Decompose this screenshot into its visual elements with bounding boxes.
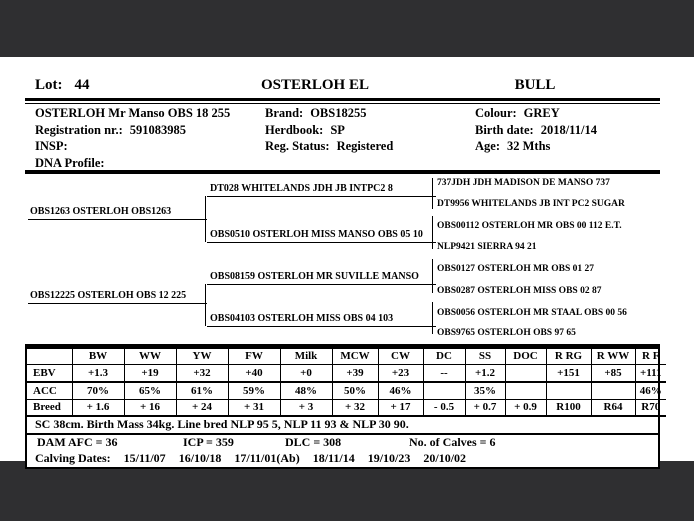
- age-field: [475, 138, 670, 155]
- calving-date: 17/11/01(Ab): [234, 450, 300, 465]
- ebv-table: [27, 349, 666, 417]
- viewer-bottom-band: [0, 461, 694, 521]
- header-divider: [25, 98, 660, 104]
- age-value: 32 Mths: [507, 139, 551, 153]
- pedigree-connector-dam-sire: [432, 259, 433, 293]
- insp-field: [35, 138, 265, 155]
- dam-stat: DLC = 308: [285, 434, 342, 449]
- ebv-value-cell: + 0.9: [505, 399, 546, 416]
- ebv-column-header: DOC: [505, 349, 546, 364]
- reg-status-value: Registered: [336, 139, 394, 153]
- ebv-value-cell: + 31: [228, 399, 280, 416]
- ebv-value-cell: R70: [635, 399, 666, 416]
- ebv-value-cell: + 24: [176, 399, 228, 416]
- dna-field: [35, 155, 265, 172]
- ebv-value-cell: +32: [176, 364, 228, 382]
- calving-dates-label: Calving Dates:: [35, 450, 111, 465]
- pedigree-dam: OBS12225 OSTERLOH OBS 12 225: [28, 290, 207, 304]
- brand-field: [265, 105, 475, 122]
- info-divider: [25, 170, 660, 174]
- animal-full-name: OSTERLOH Mr Manso OBS 18 255: [35, 106, 231, 120]
- ebv-value-cell: +1.2: [465, 364, 505, 382]
- ebv-value-cell: [505, 364, 546, 382]
- pedigree-connector-dam: [205, 284, 206, 326]
- ebv-column-header: SS: [465, 349, 505, 364]
- calving-date: 15/11/07: [123, 450, 166, 465]
- insp-label: INSP:: [35, 139, 68, 153]
- ebv-value-cell: +85: [591, 364, 635, 382]
- ebv-value-cell: +23: [378, 364, 423, 382]
- ebv-value-cell: 46%: [378, 382, 423, 400]
- ebv-value-cell: + 32: [332, 399, 378, 416]
- herdbook-value: SP: [330, 122, 345, 137]
- age-label: Age:: [475, 139, 500, 153]
- ebv-value-cell: +1.3: [72, 364, 124, 382]
- dam-stat: DAM AFC = 36: [37, 434, 118, 449]
- ebv-column-header: Milk: [280, 349, 332, 364]
- ebv-value-cell: + 0.7: [465, 399, 505, 416]
- ebv-column-header: MCW: [332, 349, 378, 364]
- pedigree-sire-dam: OBS0510 OSTERLOH MISS MANSO OBS 05 10: [207, 229, 436, 243]
- colour-field: [475, 105, 670, 122]
- pedigree-dam-sire: OBS08159 OSTERLOH MR SUVILLE MANSO: [207, 271, 436, 285]
- ebv-value-cell: + 3: [280, 399, 332, 416]
- pedigree-dam-dam-sire: OBS0056 OSTERLOH MR STAAL OBS 00 56: [437, 308, 627, 318]
- pedigree-dam-sire-sire: OBS0127 OSTERLOH MR OBS 01 27: [437, 264, 595, 274]
- ebv-value-cell: +19: [124, 364, 176, 382]
- ebv-column-header: DC: [423, 349, 465, 364]
- registration-field: [35, 122, 265, 139]
- ebv-column-header: BW: [72, 349, 124, 364]
- pedigree-sire-sire-dam: DT9956 WHITELANDS JB INT PC2 SUGAR: [437, 199, 625, 209]
- ebv-value-cell: R100: [546, 399, 591, 416]
- ebv-value-cell: 61%: [176, 382, 228, 400]
- ebv-value-cell: R64: [591, 399, 635, 416]
- pedigree-sire-sire-sire: 737JDH JDH MADISON DE MANSO 737: [437, 178, 610, 188]
- herdbook-field: [265, 122, 475, 139]
- ebv-column-header: R F: [635, 349, 666, 364]
- ebv-value-cell: +39: [332, 364, 378, 382]
- calving-date: 19/10/23: [367, 450, 411, 465]
- animal-info-grid: [35, 105, 675, 171]
- catalog-page: [0, 57, 694, 465]
- lot-heading: [35, 77, 90, 95]
- ebv-value-cell: + 1.6: [72, 399, 124, 416]
- registration-label: Registration nr.:: [35, 122, 123, 137]
- pedigree-sire: OBS1263 OSTERLOH OBS1263: [28, 206, 207, 220]
- viewer-top-band: [0, 0, 694, 57]
- animal-category: BULL: [514, 77, 556, 93]
- birthdate-field: [475, 122, 670, 139]
- calving-dates-list: [111, 451, 466, 465]
- ebv-value-cell: 46%: [635, 382, 666, 400]
- ebv-value-cell: 35%: [465, 382, 505, 400]
- reg-status-field: [265, 138, 475, 155]
- reg-status-label: Reg. Status:: [265, 139, 330, 153]
- ebv-column-header: FW: [228, 349, 280, 364]
- colour-label: Colour:: [475, 106, 517, 120]
- colour-value: GREY: [523, 106, 560, 120]
- pedigree-dam-dam: OBS04103 OSTERLOH MISS OBS 04 103: [207, 313, 436, 327]
- ebv-corner-cell: [27, 349, 72, 364]
- calving-dates-row: [27, 450, 658, 467]
- ebv-value-cell: +151: [546, 364, 591, 382]
- ebv-value-cell: +111: [635, 364, 666, 382]
- ebv-value-cell: 70%: [72, 382, 124, 400]
- dam-stats-row: [27, 435, 658, 450]
- ebv-value-cell: 48%: [280, 382, 332, 400]
- brand-label: Brand:: [265, 106, 304, 120]
- ebv-row-label: Breed: [27, 399, 72, 416]
- dna-label: DNA Profile:: [35, 155, 105, 170]
- brand-value: OBS18255: [310, 106, 367, 120]
- ebv-value-cell: [591, 382, 635, 400]
- ebv-value-cell: +0: [280, 364, 332, 382]
- info-row-2: [35, 122, 675, 139]
- lot-number: 44: [74, 77, 90, 93]
- ebv-row-ebv: [27, 364, 666, 382]
- ebv-header-row: [27, 349, 666, 364]
- dam-stat: No. of Calves = 6: [409, 434, 496, 449]
- calving-date: 18/11/14: [312, 450, 355, 465]
- ebv-value-cell: 50%: [332, 382, 378, 400]
- birthdate-value: 2018/11/14: [540, 122, 597, 137]
- ebv-column-header: YW: [176, 349, 228, 364]
- ebv-value-cell: - 0.5: [423, 399, 465, 416]
- ebv-value-cell: --: [423, 364, 465, 382]
- ebv-row-breed: [27, 399, 666, 416]
- dam-stat: ICP = 359: [183, 434, 234, 449]
- pedigree-dam-dam-dam: OBS9765 OSTERLOH OBS 97 65: [437, 328, 576, 338]
- performance-box: [25, 344, 660, 469]
- ebv-column-header: WW: [124, 349, 176, 364]
- ebv-row-label: ACC: [27, 382, 72, 400]
- pedigree-connector-sire-sire: [432, 178, 433, 209]
- calving-date: 20/10/02: [423, 450, 467, 465]
- registration-value: 591083985: [129, 122, 186, 137]
- info-row-3: [35, 138, 675, 155]
- pedigree-connector-dam-dam: [432, 302, 433, 334]
- pedigree-dam-sire-dam: OBS0287 OSTERLOH MISS OBS 02 87: [437, 286, 602, 296]
- ebv-value-cell: +40: [228, 364, 280, 382]
- ebv-row-acc: [27, 382, 666, 400]
- pedigree-tree: [0, 176, 694, 344]
- ebv-value-cell: 65%: [124, 382, 176, 400]
- animal-name-title: OSTERLOH EL: [261, 77, 369, 93]
- ebv-column-header: CW: [378, 349, 423, 364]
- ebv-column-header: R RG: [546, 349, 591, 364]
- calving-date: 16/10/18: [178, 450, 222, 465]
- ebv-value-cell: + 16: [124, 399, 176, 416]
- pedigree-connector-sire: [205, 196, 206, 242]
- pedigree-connector-sire-dam: [432, 216, 433, 249]
- ebv-value-cell: [546, 382, 591, 400]
- info-row-4: [35, 155, 675, 172]
- birthdate-label: Birth date:: [475, 122, 534, 137]
- lot-label: Lot:: [35, 77, 63, 93]
- ebv-column-header: R WW: [591, 349, 635, 364]
- pedigree-sire-dam-sire: OBS00112 OSTERLOH MR OBS 00 112 E.T.: [437, 221, 622, 231]
- pedigree-sire-sire: DT028 WHITELANDS JDH JB INTPC2 8: [207, 183, 436, 197]
- ebv-value-cell: 59%: [228, 382, 280, 400]
- ebv-value-cell: [423, 382, 465, 400]
- ebv-value-cell: [505, 382, 546, 400]
- herdbook-label: Herdbook:: [265, 122, 324, 137]
- info-row-1: [35, 105, 675, 122]
- sc-note: SC 38cm. Birth Mass 34kg. Line bred NLP 95 5, NLP 11 93 & NLP 30 90.: [27, 417, 658, 435]
- ebv-value-cell: + 17: [378, 399, 423, 416]
- pedigree-sire-dam-dam: NLP9421 SIERRA 94 21: [437, 242, 537, 252]
- ebv-row-label: EBV: [27, 364, 72, 382]
